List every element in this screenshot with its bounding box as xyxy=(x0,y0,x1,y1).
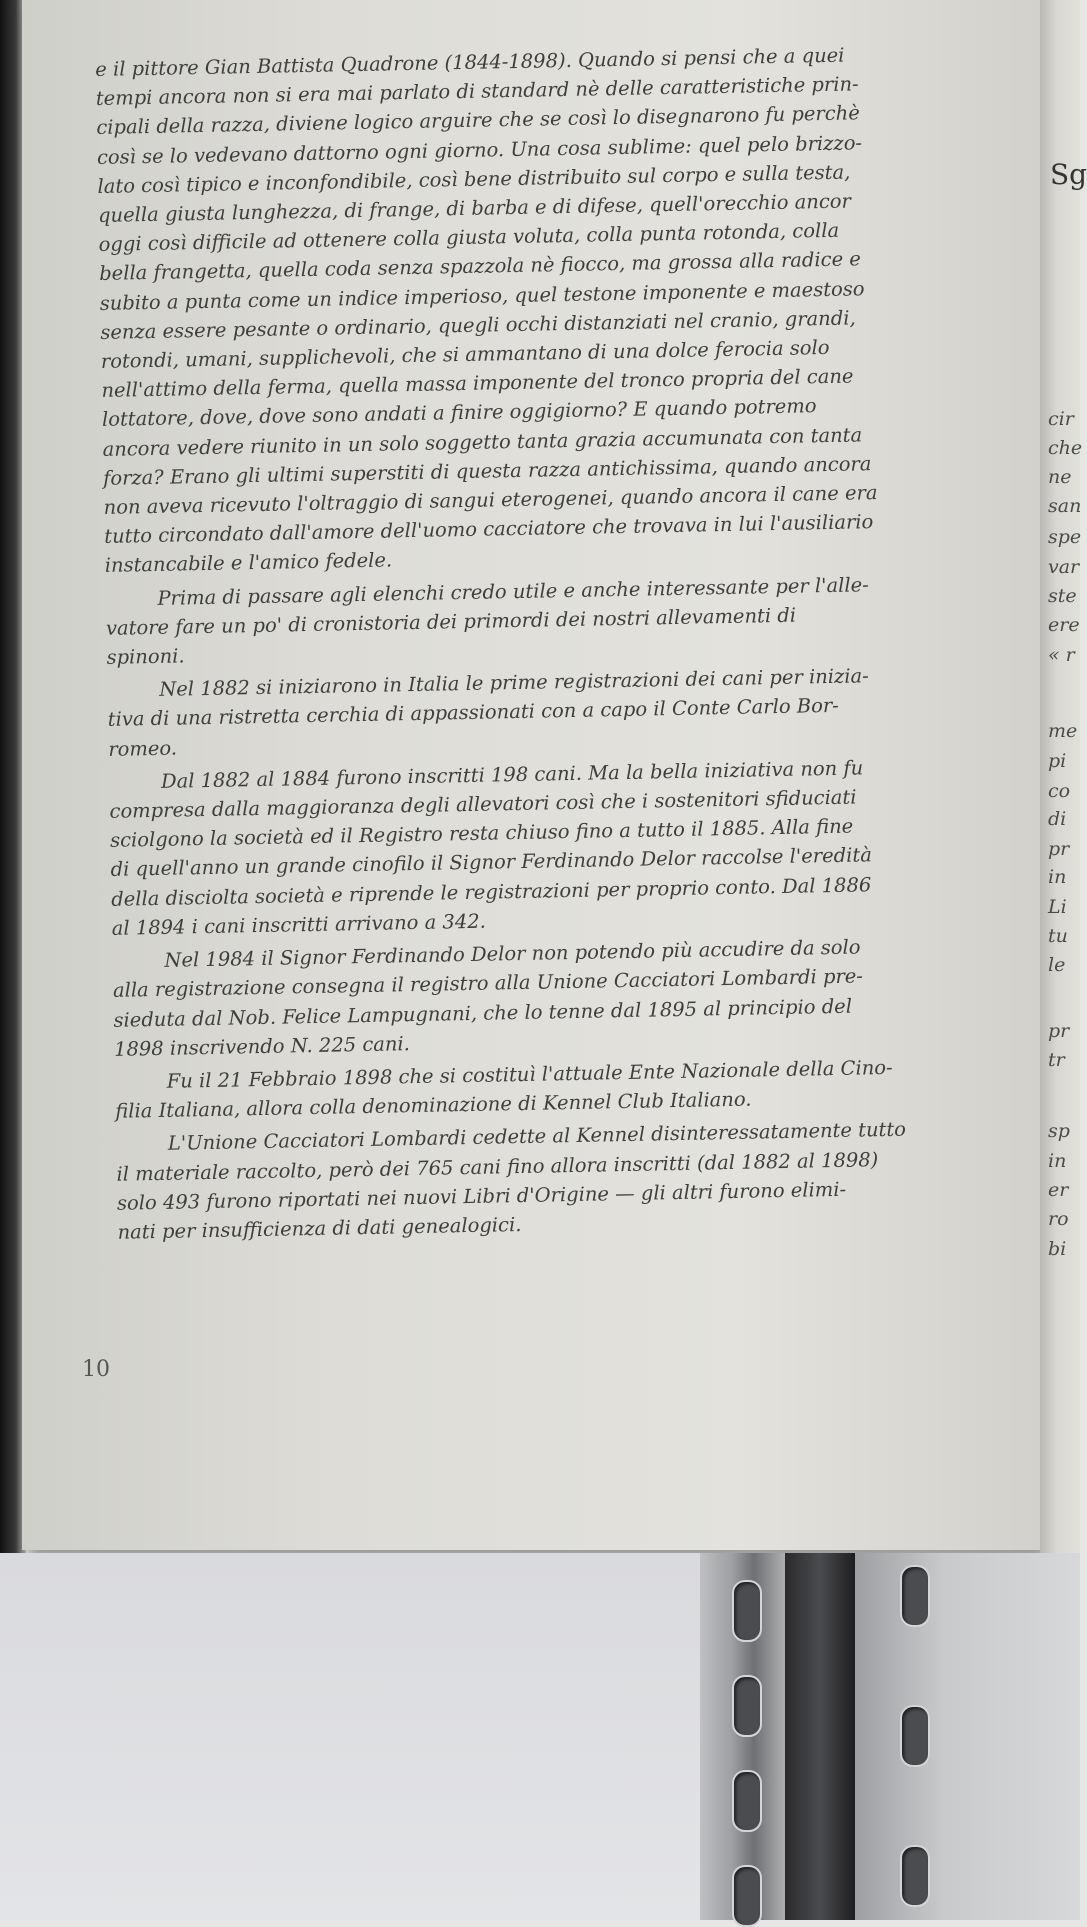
rail-slot xyxy=(732,1675,762,1737)
rail-slot xyxy=(900,1565,930,1627)
facing-page-fragment: tu xyxy=(1048,925,1068,947)
facing-page-fragment: Li xyxy=(1048,896,1067,918)
text-line: vatore fare un po' di cronistoria dei primordi dei nostri allevamenti di xyxy=(105,603,797,640)
text-line: rotondi, umani, supplichevoli, che si ammantano di una dolce ferocia solo xyxy=(100,335,830,373)
text-line: compresa dalla maggioranza degli allevatori così che i sostenitori sfiduciati xyxy=(109,785,857,823)
text-line: Nel 1882 si iniziarono in Italia le prime registrazioni dei cani per inizia- xyxy=(158,664,869,702)
facing-page-fragment: in xyxy=(1048,866,1067,888)
text-line: sciolgono la società ed il Registro resta chiuso fino a tutto il 1885. Alla fine xyxy=(109,814,854,853)
text-line: forza? Erano gli ultimi superstiti di questa razza antichissima, quando ancora xyxy=(102,452,872,490)
text-line: spinoni. xyxy=(106,644,185,669)
rail-slot xyxy=(900,1845,930,1907)
facing-page-fragment: san xyxy=(1048,495,1082,517)
text-line: al 1894 i cani inscritti arrivano a 342. xyxy=(111,909,487,940)
rail-slot xyxy=(732,1865,762,1927)
text-line: sieduta dal Nob. Felice Lampugnani, che lo tenne dal 1895 al principio del xyxy=(113,994,853,1032)
text-line: oggi così difficile ad ottenere colla giusta voluta, colla punta rotonda, colla xyxy=(98,218,840,257)
rail-slot xyxy=(900,1705,930,1767)
rail-slot xyxy=(732,1770,762,1832)
text-line: tempi ancora non si era mai parlato di standard nè delle caratteristiche prin- xyxy=(95,72,859,111)
text-line: romeo. xyxy=(108,736,178,761)
text-line: subito a punta come un indice imperioso, quel testone imponente e maestoso xyxy=(99,276,865,315)
facing-page-fragment: ere xyxy=(1048,614,1080,636)
text-line: cipali della razza, diviene logico arguire che se così lo disegnarono fu perchè xyxy=(96,101,860,140)
facing-page-fragment: di xyxy=(1048,808,1067,830)
binder-rail-groove xyxy=(785,1553,855,1920)
text-line: così se lo vedevano dattorno ogni giorno. Una cosa sublime: quel pelo brizzo- xyxy=(96,130,863,169)
text-line: il materiale raccolto, però dei 765 cani fino allora inscritti (dal 1882 al 1898) xyxy=(116,1147,879,1186)
binder-rail-right xyxy=(855,1553,1080,1920)
text-line: lato così tipico e inconfondibile, così bene distribuito sul corpo e sulla testa, xyxy=(97,160,851,198)
facing-page-fragment: spe xyxy=(1048,526,1082,548)
text-line: lottatore, dove, dove sono andati a finire oggigiorno? E quando potremo xyxy=(101,394,817,432)
text-line: instancabile e l'amico fedele. xyxy=(104,548,393,578)
text-line: di quell'anno un grande cinofilo il Signor Ferdinando Delor raccolse l'eredità xyxy=(110,843,873,882)
page-text xyxy=(95,37,1043,1247)
facing-page-fragment: var xyxy=(1048,556,1080,578)
text-line: 1898 inscrivendo N. 225 cani. xyxy=(113,1031,411,1061)
text-line: Prima di passare agli elenchi credo utile e anche interessante per l'alle- xyxy=(157,572,869,610)
facing-page-fragment: pi xyxy=(1048,750,1067,772)
text-line: Nel 1984 il Signor Ferdinando Delor non potendo più accudire da solo xyxy=(164,935,861,972)
facing-page-fragment: Sg xyxy=(1050,158,1087,191)
text-line: ancora vedere riunito in un solo soggetto tanta grazia accumunata con tanta xyxy=(102,422,863,461)
text-line: tutto circondato dall'amore dell'uomo cacciatore che trovava in lui l'ausiliario xyxy=(104,510,874,549)
text-line: Dal 1882 al 1884 furono inscritti 198 cani. Ma la bella iniziativa non fu xyxy=(160,756,864,793)
facing-page-fragment: « r xyxy=(1048,644,1075,666)
text-line: filia Italiana, allora colla denominazione di Kennel Club Italiano. xyxy=(115,1087,752,1123)
facing-page-fragment: tr xyxy=(1048,1049,1065,1071)
facing-page-fragment: pr xyxy=(1048,1020,1070,1042)
text-line: L'Unione Cacciatori Lombardi cedette al Kennel disinteressatamente tutto xyxy=(167,1117,907,1156)
facing-page-fragment: co xyxy=(1048,780,1071,802)
facing-page-fragment: bi xyxy=(1048,1238,1067,1260)
facing-page-fragment: ste xyxy=(1048,585,1077,607)
page-number: 10 xyxy=(82,1357,110,1382)
text-line: alla registrazione consegna il registro alla Unione Cacciatori Lombardi pre- xyxy=(112,964,864,1003)
text-line: tiva di una ristretta cerchia di appassionati con a capo il Conte Carlo Bor- xyxy=(107,694,839,732)
facing-page-fragment: pr xyxy=(1048,838,1070,860)
text-line: Fu il 21 Febbraio 1898 che si costituì l'attuale Ente Nazionale della Cino- xyxy=(166,1055,893,1093)
facing-page-fragment: er xyxy=(1048,1179,1069,1201)
text-line: nell'attimo della ferma, quella massa imponente del tronco propria del cane xyxy=(101,364,854,403)
text-line: solo 493 furono riportati nei nuovi Libri d'Origine — gli altri furono elimi- xyxy=(116,1177,847,1215)
facing-page-fragment: ne xyxy=(1048,466,1072,488)
text-line: nati per insufficienza di dati genealogici. xyxy=(117,1212,522,1244)
text-line: della disciolta società e riprende le registrazioni per proprio conto. Dal 1886 xyxy=(110,872,872,911)
facing-page-fragment: sp xyxy=(1048,1120,1070,1142)
facing-page-edge xyxy=(1040,0,1087,1560)
text-line: senza essere pesante o ordinario, quegli occhi distanziati nel cranio, grandi, xyxy=(100,306,856,344)
facing-page-fragment: in xyxy=(1048,1150,1067,1172)
text-line: non aveva ricevuto l'oltraggio di sangui eterogenei, quando ancora il cane era xyxy=(103,481,878,519)
facing-page-fragment: che xyxy=(1048,437,1083,459)
facing-page-fragment: cir xyxy=(1048,408,1074,430)
text-line: quella giusta lunghezza, di frange, di barba e di difese, quell'orecchio ancor xyxy=(97,189,852,227)
text-line: e il pittore Gian Battista Quadrone (1844-1898). Quando si pensi che a quei xyxy=(95,43,845,81)
facing-page-fragment: ro xyxy=(1048,1208,1069,1230)
text-line: bella frangetta, quella coda senza spazzola nè fiocco, ma grossa alla radice e xyxy=(98,247,862,286)
facing-page-fragment: le xyxy=(1048,954,1066,976)
rail-slot xyxy=(732,1580,762,1642)
facing-page-fragment: me xyxy=(1048,720,1078,742)
